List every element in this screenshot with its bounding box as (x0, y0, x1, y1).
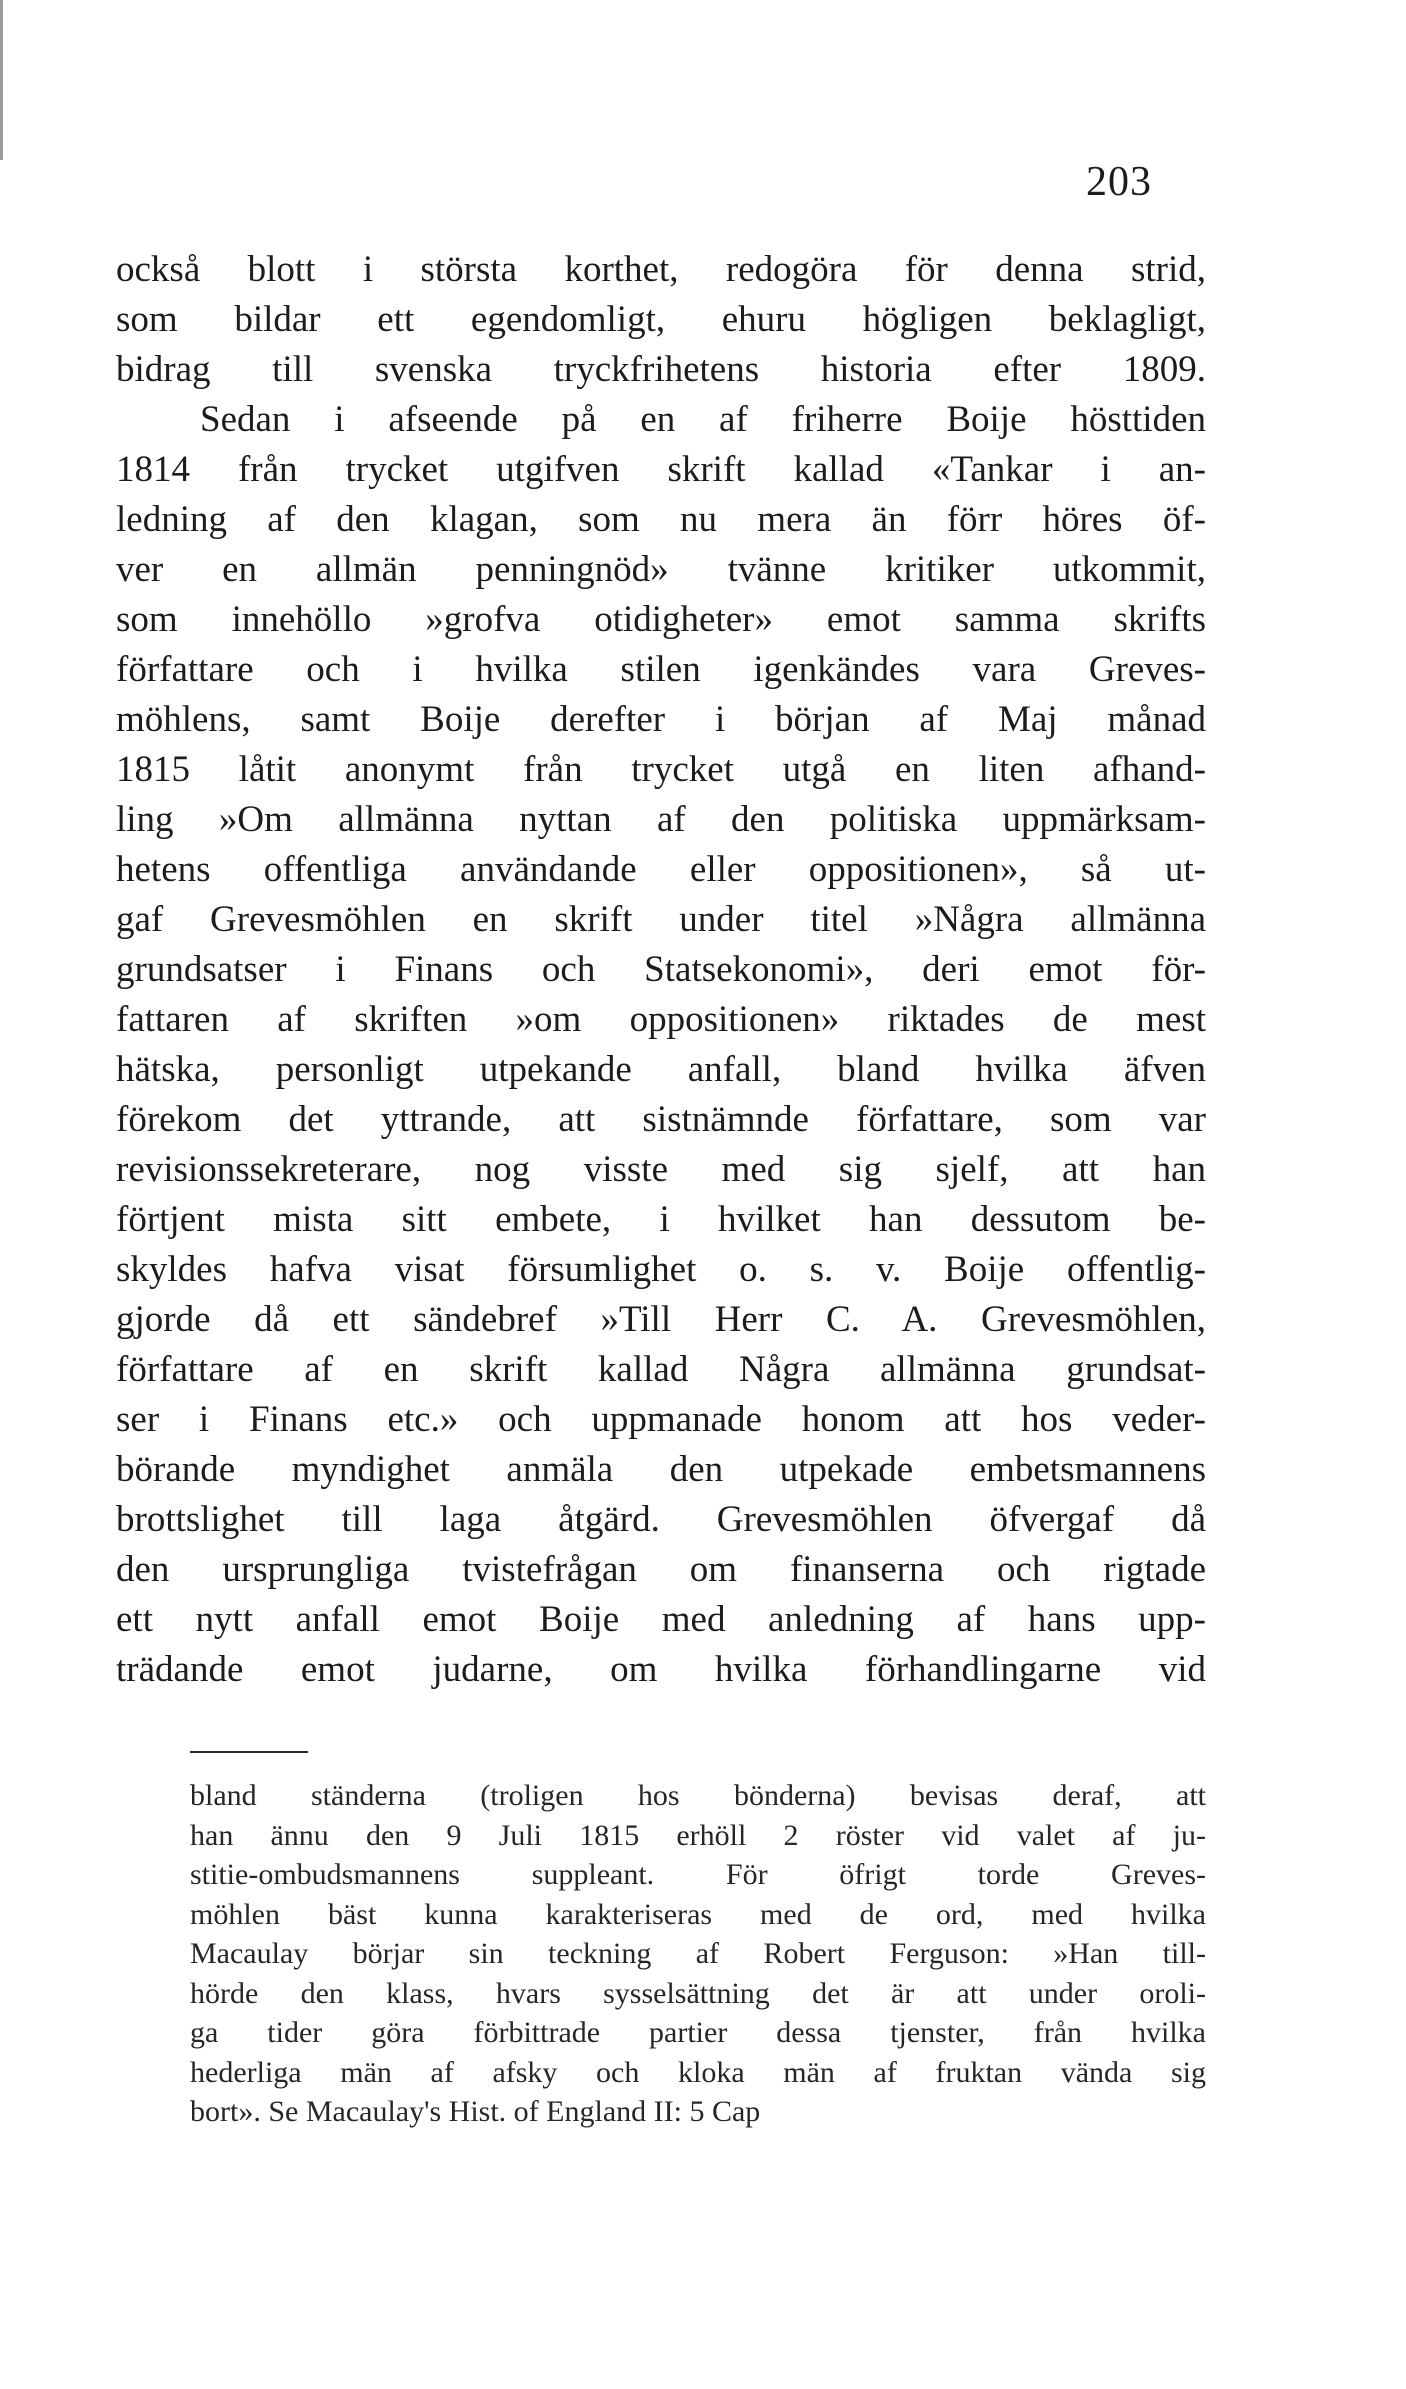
footnote-line: möhlen bäst kunna karakteriseras med de ord, med hvilka (190, 1897, 1206, 1931)
footnote-line: ga tider göra förbittrade partier dessa tjenster, från hvilka (190, 2016, 1206, 2049)
body-line: revisionssekreterare, nog visste med sig sjelf, att han (116, 1149, 1206, 1190)
body-line: 1814 från trycket utgifven skrift kallad «Tankar i an- (116, 449, 1206, 490)
footnote-line: han ännu den 9 Juli 1815 erhöll 2 röster vid valet af ju- (190, 1818, 1206, 1852)
body-line: fattaren af skriften »om oppositionen» riktades de mest (116, 999, 1206, 1040)
body-line: grundsatser i Finans och Statsekonomi», deri emot för- (116, 949, 1206, 990)
footnote-line: Macaulay börjar sin teckning af Robert Ferguson: »Han till- (190, 1937, 1206, 1970)
body-line: gjorde då ett sändebref »Till Herr C. A. Grevesmöhlen, (116, 1299, 1206, 1340)
body-line: skyldes hafva visat försumlighet o. s. v. Boije offentlig- (116, 1249, 1206, 1290)
footnote-line: bort». Se Macaulay's Hist. of England II: 5 Cap (190, 2095, 761, 2128)
footnote-rule (190, 1751, 308, 1753)
body-line: möhlens, samt Boije derefter i början af Maj månad (116, 699, 1206, 740)
body-line: gaf Grevesmöhlen en skrift under titel »Några allmänna (116, 899, 1206, 940)
footnote-line: hörde den klass, hvars sysselsättning det är att under oroli- (190, 1976, 1206, 2010)
body-line: förtjent mista sitt embete, i hvilket han dessutom be- (116, 1199, 1206, 1240)
body-line: förekom det yttrande, att sistnämnde författare, som var (116, 1099, 1206, 1140)
body-line: trädande emot judarne, om hvilka förhandlingarne vid (116, 1649, 1206, 1690)
body-line: också blott i största korthet, redogöra för denna strid, (116, 249, 1206, 290)
footnote-line: stitie-ombudsmannens suppleant. För öfrigt torde Greves- (190, 1858, 1206, 1891)
body-line: brottslighet till laga åtgärd. Grevesmöhlen öfvergaf då (116, 1499, 1206, 1540)
body-line: börande myndighet anmäla den utpekade embetsmannens (116, 1449, 1206, 1490)
body-line: som bildar ett egendomligt, ehuru högligen beklagligt, (116, 299, 1206, 340)
body-line: författare och i hvilka stilen igenkändes vara Greves- (116, 649, 1206, 690)
page-edge (0, 0, 3, 160)
body-line: Sedan i afseende på en af friherre Boije hösttiden (200, 399, 1206, 440)
body-line: som innehöllo »grofva otidigheter» emot samma skrifts (116, 599, 1206, 640)
body-line: hetens offentliga användande eller oppositionen», så ut- (116, 849, 1206, 890)
body-line: ser i Finans etc.» och uppmanade honom att hos veder- (116, 1399, 1206, 1440)
body-line: den ursprungliga tvistefrågan om finanserna och rigtade (116, 1549, 1206, 1590)
page-number: 203 (1086, 159, 1152, 205)
body-line: ling »Om allmänna nyttan af den politiska uppmärksam- (116, 799, 1206, 840)
body-line: författare af en skrift kallad Några allmänna grundsat- (116, 1349, 1206, 1390)
body-line: ver en allmän penningnöd» tvänne kritiker utkommit, (116, 549, 1206, 590)
body-line: 1815 låtit anonymt från trycket utgå en liten afhand- (116, 749, 1206, 790)
body-text (116, 245, 1206, 1695)
body-line: ett nytt anfall emot Boije med anledning af hans upp- (116, 1599, 1206, 1640)
body-line: hätska, personligt utpekande anfall, bland hvilka äfven (116, 1049, 1206, 1090)
footnote (190, 1776, 1206, 2132)
footnote-line: hederliga män af afsky och kloka män af fruktan vända sig (190, 2055, 1206, 2089)
footnote-line: bland ständerna (troligen hos bönderna) bevisas deraf, att (190, 1779, 1206, 1812)
body-line: bidrag till svenska tryckfrihetens historia efter 1809. (116, 349, 1206, 390)
body-line: ledning af den klagan, som nu mera än förr höres öf- (116, 499, 1206, 540)
